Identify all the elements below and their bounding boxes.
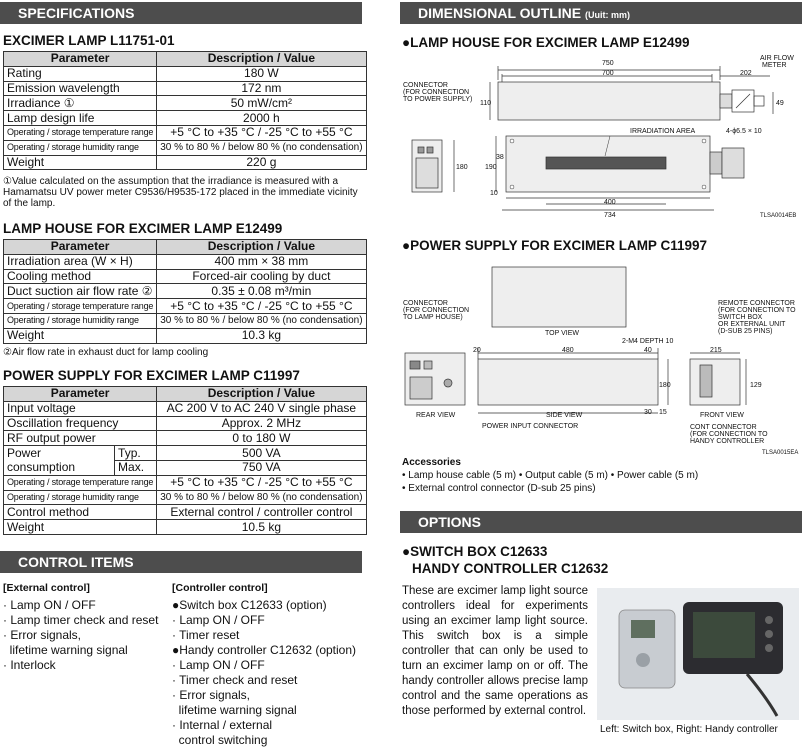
dimensional-unit: (Uuit: mm) [584,10,630,20]
table-row [4,505,367,520]
lamphouse-connector-label-3: TO POWER SUPPLY) [403,96,473,103]
param-cell: Operating / storage temperature range [4,125,157,140]
left-column [0,0,362,752]
list-item: control switching [172,733,268,747]
specifications-bar [0,2,362,24]
cont-connector-label-3: HANDY CONTROLLER [690,438,765,445]
list-item: · Lamp timer check and reset [3,613,159,627]
consumption-label: consumption [7,460,76,475]
accessories-heading: Accessories [402,457,461,468]
table-row [4,155,367,170]
power-connector-label-2: (FOR CONNECTION [403,307,470,314]
value-cell: 0.35 ± 0.08 m³/min [157,284,366,299]
dim-30: 30 [644,409,652,416]
table-row [4,125,367,140]
dim-202: 202 [740,70,752,77]
cont-connector-label: CONT CONNECTOR [690,424,757,431]
dimensional-bar [400,2,802,24]
param-cell: Irradiance ① [4,96,157,111]
table-row [4,299,367,314]
table-row [4,490,367,505]
external-control-heading: [External control] [3,582,90,594]
options-bar [400,511,802,533]
value-cell: 30 % to 80 % / below 80 % (no condensation) [157,313,366,328]
external-control-list [3,581,168,673]
power-outline-title: ●POWER SUPPLY FOR EXCIMER LAMP C11997 [402,238,707,253]
table-row [4,81,367,96]
remote-connector-label-4: OR EXTERNAL UNIT [718,321,786,328]
dim-734: 734 [604,212,616,219]
param-cell: Weight [4,155,157,170]
lamphouse-drawing [400,52,800,222]
value-cell: 220 g [157,155,366,170]
air-flow-label: AIR FLOW [760,55,794,62]
right-column [400,0,802,752]
rear-view-label: REAR VIEW [416,412,456,419]
value-cell: External control / controller control [157,505,366,520]
value-cell: +5 °C to +35 °C / -25 °C to +55 °C [157,125,366,140]
max-label: Max. [115,460,157,475]
table-row [4,254,367,269]
lamphouse-drawing-code: TLSA0014EB [760,213,797,219]
dim-480: 480 [562,347,574,354]
dim-20: 20 [473,347,481,354]
table-row [4,284,367,299]
dim-129: 129 [750,382,762,389]
table-row [4,313,367,328]
house-note: ②Air flow rate in exhaust duct for lamp cooling [3,347,209,358]
remote-connector-label-5: (D-SUB 25 PINS) [718,328,773,335]
lamphouse-connector-label-2: (FOR CONNECTION [403,89,470,96]
dim-700: 700 [602,70,614,77]
max-value: 750 VA [157,460,366,475]
table-header-parameter: Parameter [4,52,157,67]
options-heading [402,543,608,577]
table-header-value: Description / Value [157,387,366,402]
table-row [4,401,367,416]
dim-190: 190 [485,164,497,171]
power-label: Power [7,446,42,461]
power-input-label: POWER INPUT CONNECTOR [482,423,579,430]
param-cell: Input voltage [4,401,157,416]
list-item: · Lamp ON / OFF [172,658,265,672]
list-item: lifetime warning signal [3,643,128,657]
value-cell: +5 °C to +35 °C / -25 °C to +55 °C [157,475,366,490]
table-row [4,140,367,155]
dim-110: 110 [480,100,492,107]
m4-depth-label: 2-M4 DEPTH 10 [622,338,674,345]
options-title: OPTIONS [418,514,482,530]
power-title: POWER SUPPLY FOR EXCIMER LAMP C11997 [3,368,300,383]
power-spec-table [3,386,367,535]
param-cell: Operating / storage temperature range [4,475,157,490]
dim-750: 750 [602,60,614,67]
house-spec-table [3,239,367,344]
accessories [402,456,800,495]
dim-40: 40 [644,347,652,354]
value-cell: AC 200 V to AC 240 V single phase [157,401,366,416]
table-row [4,416,367,431]
param-cell: Control method [4,505,157,520]
value-cell: +5 °C to +35 °C / -25 °C to +55 °C [157,299,366,314]
cont-connector-label-2: (FOR CONNECTION TO [690,431,768,438]
dim-180: 180 [456,164,468,171]
lamp-title: EXCIMER LAMP L11751-01 [3,33,175,48]
param-cell: Operating / storage temperature range [4,299,157,314]
value-cell: 30 % to 80 % / below 80 % (no condensation) [157,140,366,155]
list-item: · Error signals, [3,628,82,642]
param-cell: Emission wavelength [4,81,157,96]
param-cell: Irradiation area (W × H) [4,254,157,269]
front-view-label: FRONT VIEW [700,412,744,419]
list-item: · Interlock [3,658,56,672]
value-cell: 172 nm [157,81,366,96]
remote-connector-label-2: (FOR CONNECTION TO [718,307,796,314]
list-item: · Timer check and reset [172,673,298,687]
table-header-value: Description / Value [157,240,366,255]
lamphouse-connector-label: CONNECTOR [403,82,448,89]
side-view-label: SIDE VIEW [546,412,583,419]
dim-215: 215 [710,347,722,354]
value-cell: 180 W [157,66,366,81]
list-item: · Internal / external [172,718,273,732]
list-item: · Lamp ON / OFF [172,613,265,627]
dim-15: 15 [659,409,667,416]
controller-control-list [172,581,362,748]
photo-caption: Left: Switch box, Right: Handy controller [600,724,778,735]
lamphouse-outline-title: ●LAMP HOUSE FOR EXCIMER LAMP E12499 [402,35,690,50]
house-title: LAMP HOUSE FOR EXCIMER LAMP E12499 [3,221,283,236]
options-description: These are excimer lamp light source controllers ideal for experiments using an excimer lamp light source. This switch box is a simple controller that can only be used to turn an excimer lamp on or off. The handy controller allows precise lamp control and the same operations as those performed by external control. [402,585,588,717]
table-header-parameter: Parameter [4,240,157,255]
accessories-line-2: • External control connector (D-sub 25 pins) [402,483,596,494]
switch-box-heading: ●SWITCH BOX C12633 [402,544,548,559]
list-item: ●Handy controller C12632 (option) [172,643,357,657]
power-drawing-code: TLSA0015EA [762,450,799,456]
list-item: · Lamp ON / OFF [3,598,96,612]
power-connector-label-3: TO LAMP HOUSE) [403,314,463,321]
param-cell: Duct suction air flow rate ② [4,284,157,299]
irradiation-area-label: IRRADIATION AREA [630,128,696,135]
value-cell: Forced-air cooling by duct [157,269,366,284]
remote-connector-label: REMOTE CONNECTOR [718,300,795,307]
value-cell: Approx. 2 MHz [157,416,366,431]
control-items-bar [0,551,362,573]
list-item: lifetime warning signal [172,703,297,717]
list-item: · Error signals, [172,688,251,702]
dim-10: 10 [490,190,498,197]
dim-400: 400 [604,199,616,206]
list-item: · Timer reset [172,628,240,642]
param-cell: Lamp design life [4,111,157,126]
control-items-title: CONTROL ITEMS [18,554,134,570]
table-row [4,66,367,81]
value-cell: 30 % to 80 % / below 80 % (no condensation) [157,490,366,505]
dim-180-ps: 180 [659,382,671,389]
value-cell: 400 mm × 38 mm [157,254,366,269]
typ-label: Typ. [115,446,157,461]
table-row [4,431,367,446]
value-cell: 50 mW/cm² [157,96,366,111]
value-cell: 0 to 180 W [157,431,366,446]
meter-label: METER [762,62,787,69]
table-header-parameter: Parameter [4,387,157,402]
specifications-title: SPECIFICATIONS [18,5,135,21]
table-row [4,111,367,126]
param-cell: Rating [4,66,157,81]
lamp-spec-table [3,51,367,170]
param-cell: Operating / storage humidity range [4,140,157,155]
dim-38: 38 [496,154,504,161]
table-row [4,328,367,343]
handy-controller-heading: HANDY CONTROLLER C12632 [412,561,609,576]
controller-control-heading: [Controller control] [172,582,268,594]
dim-49: 49 [776,100,784,107]
value-cell: 10.3 kg [157,328,366,343]
param-cell: RF output power [4,431,157,446]
typ-value: 500 VA [157,446,366,461]
table-row [4,96,367,111]
param-cell: Operating / storage humidity range [4,313,157,328]
table-row [4,520,367,535]
value-cell: 2000 h [157,111,366,126]
table-row [4,475,367,490]
accessories-line-1: • Lamp house cable (5 m) • Output cable (5 m) • Power cable (5 m) [402,470,699,481]
controllers-photo [597,588,799,720]
table-header-value: Description / Value [157,52,366,67]
table-row [4,446,367,461]
table-row [4,269,367,284]
top-view-label: TOP VIEW [545,330,579,337]
power-connector-label: CONNECTOR [403,300,448,307]
param-cell: Cooling method [4,269,157,284]
power-consumption-label [4,446,115,476]
value-cell: 10.5 kg [157,520,366,535]
list-item: ●Switch box C12633 (option) [172,598,327,612]
param-cell: Weight [4,328,157,343]
param-cell: Oscillation frequency [4,416,157,431]
param-cell: Weight [4,520,157,535]
param-cell: Operating / storage humidity range [4,490,157,505]
remote-connector-label-3: SWITCH BOX [718,314,763,321]
dimensional-title: DIMENSIONAL OUTLINE [418,5,582,21]
holes-label: 4-ϕ6.5 × 10 [726,128,762,135]
lamp-note: ①Value calculated on the assumption that the irradiance is measured with a Hamamatsu UV power meter C9536/H9535-172 placed in the immediate vicinity of the lamp. [3,176,358,209]
